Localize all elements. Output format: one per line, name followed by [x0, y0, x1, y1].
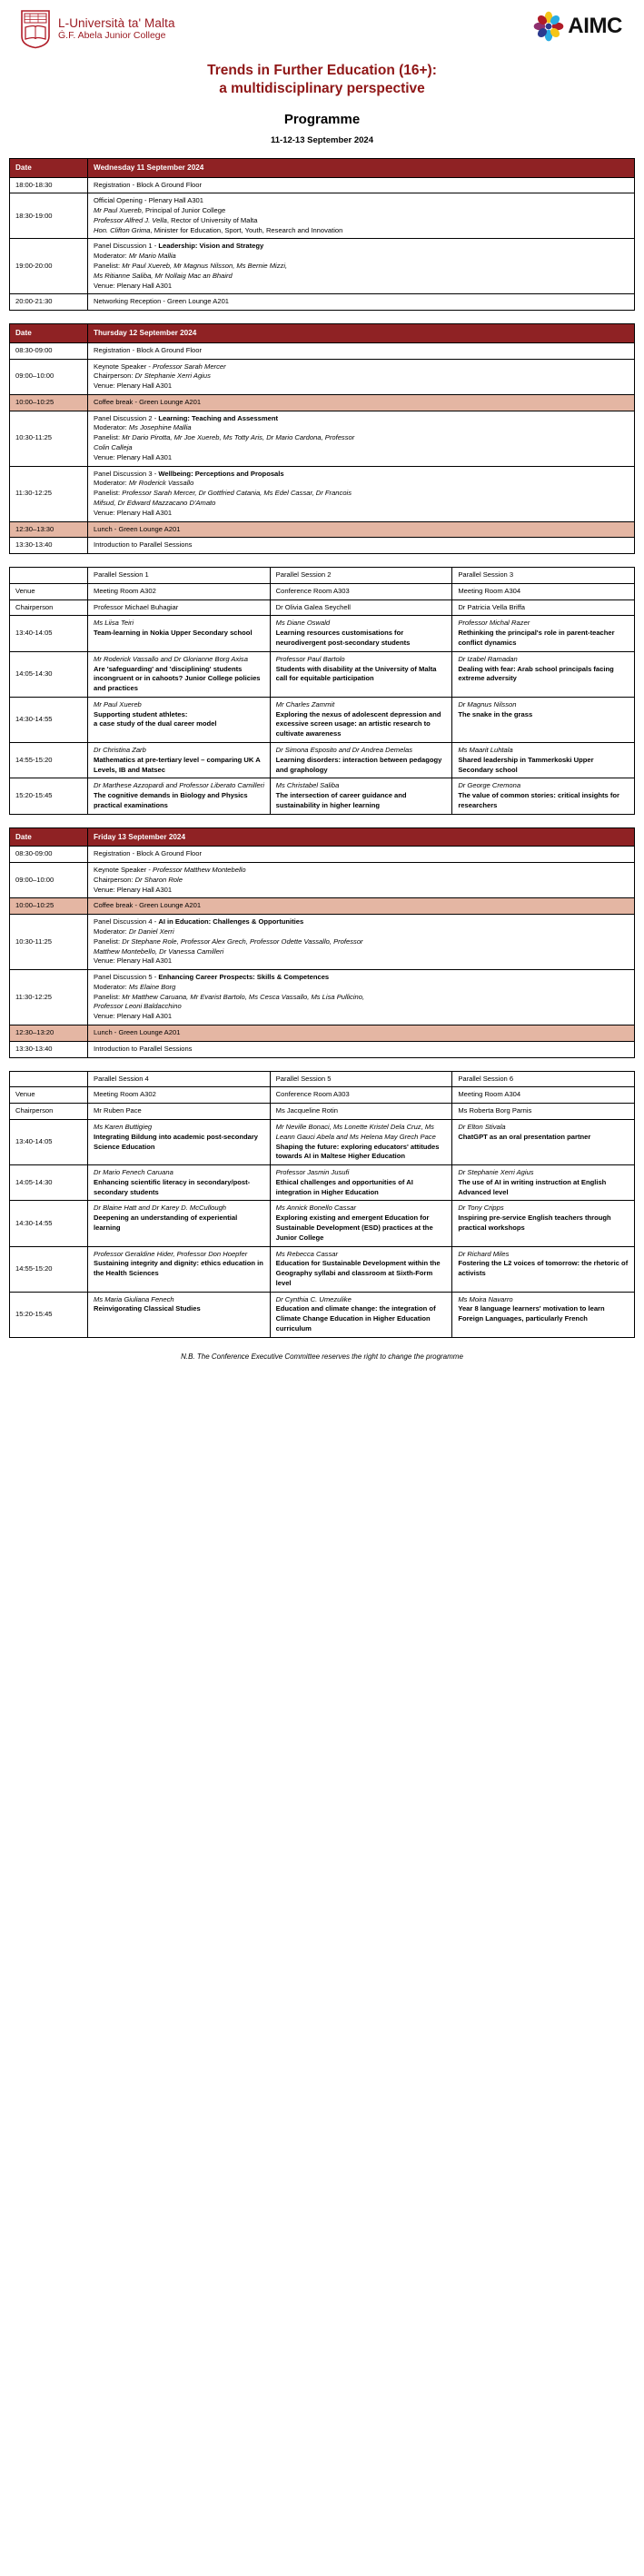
chairperson-row-label: Chairperson — [10, 1104, 88, 1120]
session-line: Moderator: Mr Roderick Vassallo — [94, 479, 194, 488]
parallel-slot-row — [10, 651, 635, 697]
day3-parallel-sessions-table — [9, 1071, 635, 1338]
time-cell: 13:30-13:40 — [10, 538, 88, 554]
schedule-row — [10, 466, 635, 521]
session-line: Ms Ritianne Saliba, Mr Nollaig Mac an Bhaird — [94, 271, 233, 280]
session-cell — [88, 359, 635, 394]
time-cell: 12:30–13:30 — [10, 521, 88, 538]
session-line: Matthew Montebello, Dr Vanessa Camilleri — [94, 946, 224, 956]
session-cell — [88, 521, 635, 538]
time-cell: 18:00-18:30 — [10, 177, 88, 193]
presentation-cell — [452, 1246, 635, 1292]
presentation-title: Enhancing scientific literacy in secondary/post-secondary students — [94, 1177, 251, 1196]
presentation-cell — [88, 1201, 271, 1246]
brand-bar — [9, 0, 635, 53]
session-line: Panel Discussion 5 - Enhancing Career Prospects: Skills & Competences — [94, 973, 330, 982]
session-line: Introduction to Parallel Sessions — [94, 540, 193, 550]
chairperson-cell: Professor Michael Buhagiar — [88, 599, 271, 616]
presentation-cell — [270, 743, 452, 778]
day-title-header: Wednesday 11 September 2024 — [88, 158, 635, 177]
venue-cell: Meeting Room A304 — [452, 1087, 635, 1104]
presentation-cell — [88, 1119, 271, 1164]
college-name: Ġ.F. Abela Junior College — [58, 30, 166, 42]
time-cell: 13:40-14:05 — [10, 616, 88, 651]
session-cell — [88, 538, 635, 554]
presentation-title: Fostering the L2 voices of tomorrow: the rhetoric of activists — [458, 1259, 629, 1278]
presenter-name: Professor Jasmin Jusufi — [275, 1168, 350, 1177]
presentation-cell — [270, 616, 452, 651]
presenter-name: Dr Marthese Azzopardi and Professor Liberato Camilleri — [94, 781, 264, 790]
presenter-name: Mr Charles Zammit — [275, 699, 335, 708]
session-line: Venue: Plenary Hall A301 — [94, 1012, 173, 1021]
empty-corner-cell — [10, 1071, 88, 1087]
session-line: Introduction to Parallel Sessions — [94, 1044, 193, 1053]
time-cell: 18:30-19:00 — [10, 193, 88, 239]
presenter-name: Professor Geraldine Hider, Professor Don Hoepfer — [94, 1249, 248, 1258]
presentation-cell — [88, 1292, 271, 1337]
time-cell: 09:00–10:00 — [10, 863, 88, 898]
session-line: Venue: Plenary Hall A301 — [94, 381, 173, 391]
conference-title-line2: a multidisciplinary perspective — [219, 81, 425, 97]
parallel-slot-row — [10, 1201, 635, 1246]
presentation-cell — [270, 1119, 452, 1164]
session-cell — [88, 177, 635, 193]
session-cell — [88, 394, 635, 411]
venue-row-label: Venue — [10, 583, 88, 599]
time-cell: 15:20-15:45 — [10, 778, 88, 814]
presenter-name: Dr Simona Esposito and Dr Andrea Demelas — [275, 746, 413, 754]
session-line: Registration - Block A Ground Floor — [94, 345, 203, 354]
presentation-title: The cognitive demands in Biology and Physics practical examinations — [94, 791, 248, 809]
aimc-flower-icon — [533, 11, 564, 42]
session-line: Lunch - Green Lounge A201 — [94, 524, 181, 533]
aimc-logo-block — [533, 9, 622, 42]
session-line: Coffee break - Green Lounge A201 — [94, 901, 202, 910]
presenter-name: Ms Moira Navarro — [458, 1294, 513, 1303]
parallel-slot-row — [10, 616, 635, 651]
presentation-cell — [270, 697, 452, 742]
presentation-title: Ethical challenges and opportunities of AI integration in Higher Education — [275, 1177, 413, 1196]
presentation-cell — [452, 1201, 635, 1246]
presentation-title: Exploring existing and emergent Education for Sustainable Development (ESD) practices at the Junior College — [275, 1214, 433, 1242]
conference-dates: 11-12-13 September 2024 — [270, 134, 374, 145]
session-line: Keynote Speaker - Professor Sarah Mercer — [94, 362, 226, 371]
university-crest-icon — [20, 9, 51, 49]
presentation-title: Integrating Bildung into academic post-secondary Science Education — [94, 1132, 259, 1151]
presentation-cell — [270, 1165, 452, 1201]
presenter-name: Mr Paul Xuereb — [94, 699, 142, 708]
presenter-name: Mr Roderick Vassallo and Dr Glorianne Borg Axisa — [94, 654, 248, 663]
conference-title — [9, 62, 635, 99]
parallel-slot-row — [10, 743, 635, 778]
presentation-cell — [88, 697, 271, 742]
presentation-title: Education for Sustainable Development within the Geography syllabi and classroom at Sixth-Form level — [275, 1259, 441, 1287]
session-line: Venue: Plenary Hall A301 — [94, 281, 173, 290]
schedule-row — [10, 863, 635, 898]
session-cell — [88, 239, 635, 294]
presentation-title: Rethinking the principal's role in parent-teacher conflict dynamics — [458, 629, 615, 647]
session-line: Professor Alfred J. Vella, Rector of University of Malta — [94, 215, 258, 224]
time-cell: 14:30-14:55 — [10, 1201, 88, 1246]
presenter-name: Dr Richard Miles — [458, 1249, 510, 1258]
schedule-row — [10, 239, 635, 294]
presenter-name: Ms Rebecca Cassar — [275, 1249, 339, 1258]
presentation-cell — [88, 778, 271, 814]
presenter-name: Dr Izabel Ramadan — [458, 654, 518, 663]
venue-row-label: Venue — [10, 1087, 88, 1104]
presentation-cell — [452, 651, 635, 697]
session-line: Moderator: Mr Mario Mallia — [94, 252, 176, 261]
session-line: Venue: Plenary Hall A301 — [94, 885, 173, 894]
session-cell — [88, 466, 635, 521]
session-line: Panelist: Mr Dario Pirotta, Mr Joe Xuereb, Ms Totty Aris, Dr Mario Cardona, Professor — [94, 433, 355, 442]
presentation-title: Exploring the nexus of adolescent depression and excessive screen usage: an artistic research to cultivate awareness — [275, 709, 441, 738]
date-column-header: Date — [10, 324, 88, 343]
time-cell: 14:30-14:55 — [10, 697, 88, 742]
time-cell: 11:30-12:25 — [10, 970, 88, 1025]
empty-corner-cell — [10, 568, 88, 584]
schedule-row — [10, 394, 635, 411]
presenter-name: Ms Maarit Luhtala — [458, 746, 513, 754]
day2-parallel-sessions-table — [9, 567, 635, 815]
day-title-header: Thursday 12 September 2024 — [88, 324, 635, 343]
venue-cell: Meeting Room A304 — [452, 583, 635, 599]
time-cell: 11:30-12:25 — [10, 466, 88, 521]
presenter-name: Ms Liisa Teiri — [94, 619, 134, 628]
presenter-name: Dr Elton Stivala — [458, 1122, 506, 1131]
parallel-session-label: Parallel Session 6 — [452, 1071, 635, 1087]
presenter-name: Mr Neville Bonaci, Ms Lonette Kristel Dela Cruz, Ms Leann Gauci Abela and Ms Helena May Grech Pace — [275, 1122, 436, 1141]
session-cell — [88, 342, 635, 359]
venue-cell: Conference Room A303 — [270, 583, 452, 599]
presentation-title: Sustaining integrity and dignity: ethics education in the Health Sciences — [94, 1259, 263, 1278]
session-line: Panelist: Mr Matthew Caruana, Mr Evarist Bartolo, Ms Cesca Vassallo, Ms Lisa Pullicino, — [94, 992, 365, 1001]
presentation-cell — [88, 1246, 271, 1292]
session-line: Professor Leoni Baldacchino — [94, 1002, 182, 1011]
time-cell: 14:05-14:30 — [10, 1165, 88, 1201]
chairperson-row — [10, 1104, 635, 1120]
session-cell — [88, 1025, 635, 1042]
session-line: Panelist: Mr Paul Xuereb, Mr Magnus Nilsson, Ms Bernie Mizzi, — [94, 262, 288, 271]
parallel-session-label: Parallel Session 3 — [452, 568, 635, 584]
schedule-row — [10, 1025, 635, 1042]
parallel-slot-row — [10, 1246, 635, 1292]
chairperson-cell: Dr Patricia Vella Briffa — [452, 599, 635, 616]
session-line: Venue: Plenary Hall A301 — [94, 956, 173, 966]
chairperson-cell: Ms Jacqueline Rotin — [270, 1104, 452, 1120]
presenter-name: Ms Christabel Saliba — [275, 781, 340, 790]
parallel-session-label: Parallel Session 5 — [270, 1071, 452, 1087]
presenter-name: Professor Michal Razer — [458, 619, 530, 628]
session-line: Chairperson: Dr Stephanie Xerri Agius — [94, 372, 211, 381]
parallel-slot-row — [10, 697, 635, 742]
time-cell: 20:00-21:30 — [10, 294, 88, 311]
presentation-title: Are 'safeguarding' and 'disciplining' students incongruent or in cahoots? Junior College policies and practices — [94, 664, 261, 693]
session-line: Panel Discussion 4 - AI in Education: Challenges & Opportunities — [94, 917, 304, 926]
time-cell: 10:00–10:25 — [10, 898, 88, 915]
schedule-row — [10, 521, 635, 538]
schedule-row — [10, 898, 635, 915]
presentation-title: Dealing with fear: Arab school principals facing extreme adversity — [458, 664, 614, 683]
presenter-name: Ms Annick Bonello Cassar — [275, 1204, 357, 1213]
presentation-title: The use of AI in writing instruction at English Advanced level — [458, 1177, 607, 1196]
session-cell — [88, 915, 635, 970]
time-cell: 09:00–10:00 — [10, 359, 88, 394]
session-line: Chairperson: Dr Sharon Role — [94, 875, 183, 884]
schedule-row — [10, 294, 635, 311]
session-line: Keynote Speaker - Professor Matthew Montebello — [94, 866, 246, 875]
chairperson-row-label: Chairperson — [10, 599, 88, 616]
presentation-cell — [452, 616, 635, 651]
presentation-title: The snake in the grass — [458, 709, 533, 718]
footnote: N.B. The Conference Executive Committee reserves the right to change the programme — [181, 1352, 463, 1361]
parallel-session-label-row — [10, 1071, 635, 1087]
session-line: Hon. Clifton Grima, Minister for Education, Sport, Youth, Research and Innovation — [94, 225, 343, 234]
conference-title-line1: Trends in Further Education (16+): — [207, 63, 437, 78]
presenter-name: Dr George Cremona — [458, 781, 521, 790]
presentation-title: Supporting student athletes: a case study of the dual career model — [94, 709, 217, 728]
session-cell — [88, 847, 635, 863]
presentation-cell — [452, 697, 635, 742]
parallel-slot-row — [10, 778, 635, 814]
session-line: Venue: Plenary Hall A301 — [94, 508, 173, 517]
session-line: Moderator: Ms Josephine Mallia — [94, 423, 192, 432]
session-line: Panelist: Professor Sarah Mercer, Dr Gottfried Catania, Ms Edel Cassar, Dr Francois — [94, 489, 352, 498]
time-cell: 08:30-09:00 — [10, 342, 88, 359]
day-title-header: Friday 13 September 2024 — [88, 827, 635, 847]
parallel-slot-row — [10, 1165, 635, 1201]
time-cell: 13:40-14:05 — [10, 1119, 88, 1164]
presentation-cell — [452, 778, 635, 814]
presentation-cell — [88, 616, 271, 651]
session-cell — [88, 193, 635, 239]
session-line: Registration - Block A Ground Floor — [94, 849, 203, 858]
presenter-name: Ms Karen Buttigieg — [94, 1122, 153, 1131]
time-cell: 10:30-11:25 — [10, 411, 88, 466]
presentation-title: Mathematics at pre-tertiary level – comparing UK A Levels, IB and Matsec — [94, 755, 261, 774]
presenter-name: Dr Mario Fenech Caruana — [94, 1168, 173, 1177]
programme-heading: Programme — [283, 111, 361, 127]
presentation-cell — [452, 743, 635, 778]
session-line: Panel Discussion 3 - Wellbeing: Perceptions and Proposals — [94, 469, 284, 478]
presentation-title: Shaping the future: exploring educators' attitudes towards AI in Maltese Higher Education — [275, 1142, 440, 1161]
session-line: Mifsud, Dr Edward Mazzacano D'Amato — [94, 498, 216, 507]
day-header-row — [10, 827, 635, 847]
day2-schedule-table — [9, 323, 635, 554]
schedule-row — [10, 1041, 635, 1057]
presenter-name: Dr Tony Cripps — [458, 1204, 504, 1213]
session-line: Networking Reception - Green Lounge A201 — [94, 297, 230, 306]
time-cell: 15:20-15:45 — [10, 1292, 88, 1337]
presenter-name: Dr Magnus Nilsson — [458, 699, 517, 708]
date-column-header: Date — [10, 827, 88, 847]
session-line: Venue: Plenary Hall A301 — [94, 452, 173, 461]
presentation-title: Learning disorders: interaction between pedagogy and graphology — [275, 755, 442, 774]
presentation-cell — [88, 743, 271, 778]
schedule-row — [10, 970, 635, 1025]
presentation-cell — [270, 651, 452, 697]
presenter-name: Dr Cynthia C. Umezulike — [275, 1294, 352, 1303]
parallel-slot-row — [10, 1292, 635, 1337]
day3-schedule-table — [9, 827, 635, 1058]
session-cell — [88, 863, 635, 898]
session-line: Coffee break - Green Lounge A201 — [94, 397, 202, 406]
presenter-name: Dr Stephanie Xerri Agius — [458, 1168, 534, 1177]
date-column-header: Date — [10, 158, 88, 177]
time-cell: 08:30-09:00 — [10, 847, 88, 863]
parallel-session-label-row — [10, 568, 635, 584]
chairperson-cell: Ms Roberta Borg Parnis — [452, 1104, 635, 1120]
schedule-row — [10, 411, 635, 466]
presenter-name: Professor Paul Bartolo — [275, 654, 345, 663]
parallel-session-label: Parallel Session 1 — [88, 568, 271, 584]
venue-cell: Conference Room A303 — [270, 1087, 452, 1104]
session-line: Colin Calleja — [94, 443, 133, 452]
session-line: Registration - Block A Ground Floor — [94, 180, 203, 189]
session-cell — [88, 1041, 635, 1057]
presentation-cell — [88, 1165, 271, 1201]
presentation-title: Students with disability at the University of Malta call for equitable participation — [275, 664, 437, 683]
presentation-title: Reinvigorating Classical Studies — [94, 1304, 201, 1313]
session-line: Lunch - Green Lounge A201 — [94, 1028, 181, 1037]
session-line: Official Opening - Plenary Hall A301 — [94, 196, 204, 205]
time-cell: 13:30-13:40 — [10, 1041, 88, 1057]
presentation-title: Education and climate change: the integration of Climate Change Education in Higher Education curriculum — [275, 1304, 436, 1333]
session-cell — [88, 294, 635, 311]
presenter-name: Ms Maria Giuliana Fenech — [94, 1294, 174, 1303]
time-cell: 10:00–10:25 — [10, 394, 88, 411]
time-cell: 14:55-15:20 — [10, 1246, 88, 1292]
presentation-title: Year 8 language learners' motivation to learn Foreign Languages, particularly French — [458, 1304, 605, 1323]
venue-cell: Meeting Room A302 — [88, 583, 271, 599]
presentation-title: The value of common stories: critical insights for researchers — [458, 791, 619, 809]
chairperson-cell: Mr Ruben Pace — [88, 1104, 271, 1120]
university-logo-block — [20, 9, 175, 49]
schedule-row — [10, 193, 635, 239]
presentation-title: Shared leadership in Tammerkoski Upper Secondary school — [458, 755, 594, 774]
schedule-row — [10, 915, 635, 970]
session-line: Panelist: Dr Stephane Role, Professor Alex Grech, Professor Odette Vassallo, Professor — [94, 936, 363, 946]
chairperson-cell: Dr Olivia Galea Seychell — [270, 599, 452, 616]
presentation-title: Team-learning in Nokia Upper Secondary school — [94, 629, 253, 638]
time-cell: 14:55-15:20 — [10, 743, 88, 778]
presentation-cell — [270, 1201, 452, 1246]
venue-row — [10, 1087, 635, 1104]
schedule-row — [10, 847, 635, 863]
parallel-session-label: Parallel Session 4 — [88, 1071, 271, 1087]
time-cell: 14:05-14:30 — [10, 651, 88, 697]
session-line: Mr Paul Xuereb, Principal of Junior College — [94, 206, 226, 215]
presentation-title: The intersection of career guidance and sustainability in higher learning — [275, 791, 407, 809]
presentation-title: Deepening an understanding of experiential learning — [94, 1214, 238, 1232]
schedule-row — [10, 359, 635, 394]
schedule-row — [10, 538, 635, 554]
parallel-slot-row — [10, 1119, 635, 1164]
university-name: L-Università ta' Malta — [58, 16, 175, 31]
parallel-session-label: Parallel Session 2 — [270, 568, 452, 584]
presentation-cell — [270, 1246, 452, 1292]
presentation-cell — [88, 651, 271, 697]
presentation-title: ChatGPT as an oral presentation partner — [458, 1132, 591, 1141]
venue-cell: Meeting Room A302 — [88, 1087, 271, 1104]
session-line: Panel Discussion 2 - Learning: Teaching and Assessment — [94, 413, 278, 422]
schedule-row — [10, 342, 635, 359]
presentation-cell — [452, 1119, 635, 1164]
presenter-name: Dr Blaine Hatt and Dr Karey D. McCullough — [94, 1204, 227, 1213]
day-header-row — [10, 324, 635, 343]
presentation-title: Inspiring pre-service English teachers through practical workshops — [458, 1214, 611, 1232]
presentation-cell — [452, 1165, 635, 1201]
schedule-row — [10, 177, 635, 193]
presentation-title: Learning resources customisations for neurodivergent post-secondary students — [275, 629, 411, 647]
presentation-cell — [270, 1292, 452, 1337]
day-header-row — [10, 158, 635, 177]
aimc-wordmark: AIMC — [568, 14, 622, 38]
presenter-name: Dr Christina Zarb — [94, 746, 146, 754]
chairperson-row — [10, 599, 635, 616]
session-line: Moderator: Dr Daniel Xerri — [94, 927, 174, 936]
time-cell: 10:30-11:25 — [10, 915, 88, 970]
session-cell — [88, 970, 635, 1025]
presentation-cell — [452, 1292, 635, 1337]
presenter-name: Ms Diane Oswald — [275, 619, 331, 628]
time-cell: 19:00-20:00 — [10, 239, 88, 294]
presentation-cell — [270, 778, 452, 814]
session-line: Moderator: Ms Elaine Borg — [94, 982, 176, 991]
time-cell: 12:30–13:20 — [10, 1025, 88, 1042]
session-cell — [88, 898, 635, 915]
session-line: Panel Discussion 1 - Leadership: Vision and Strategy — [94, 242, 264, 251]
venue-row — [10, 583, 635, 599]
day1-schedule-table — [9, 158, 635, 311]
session-cell — [88, 411, 635, 466]
